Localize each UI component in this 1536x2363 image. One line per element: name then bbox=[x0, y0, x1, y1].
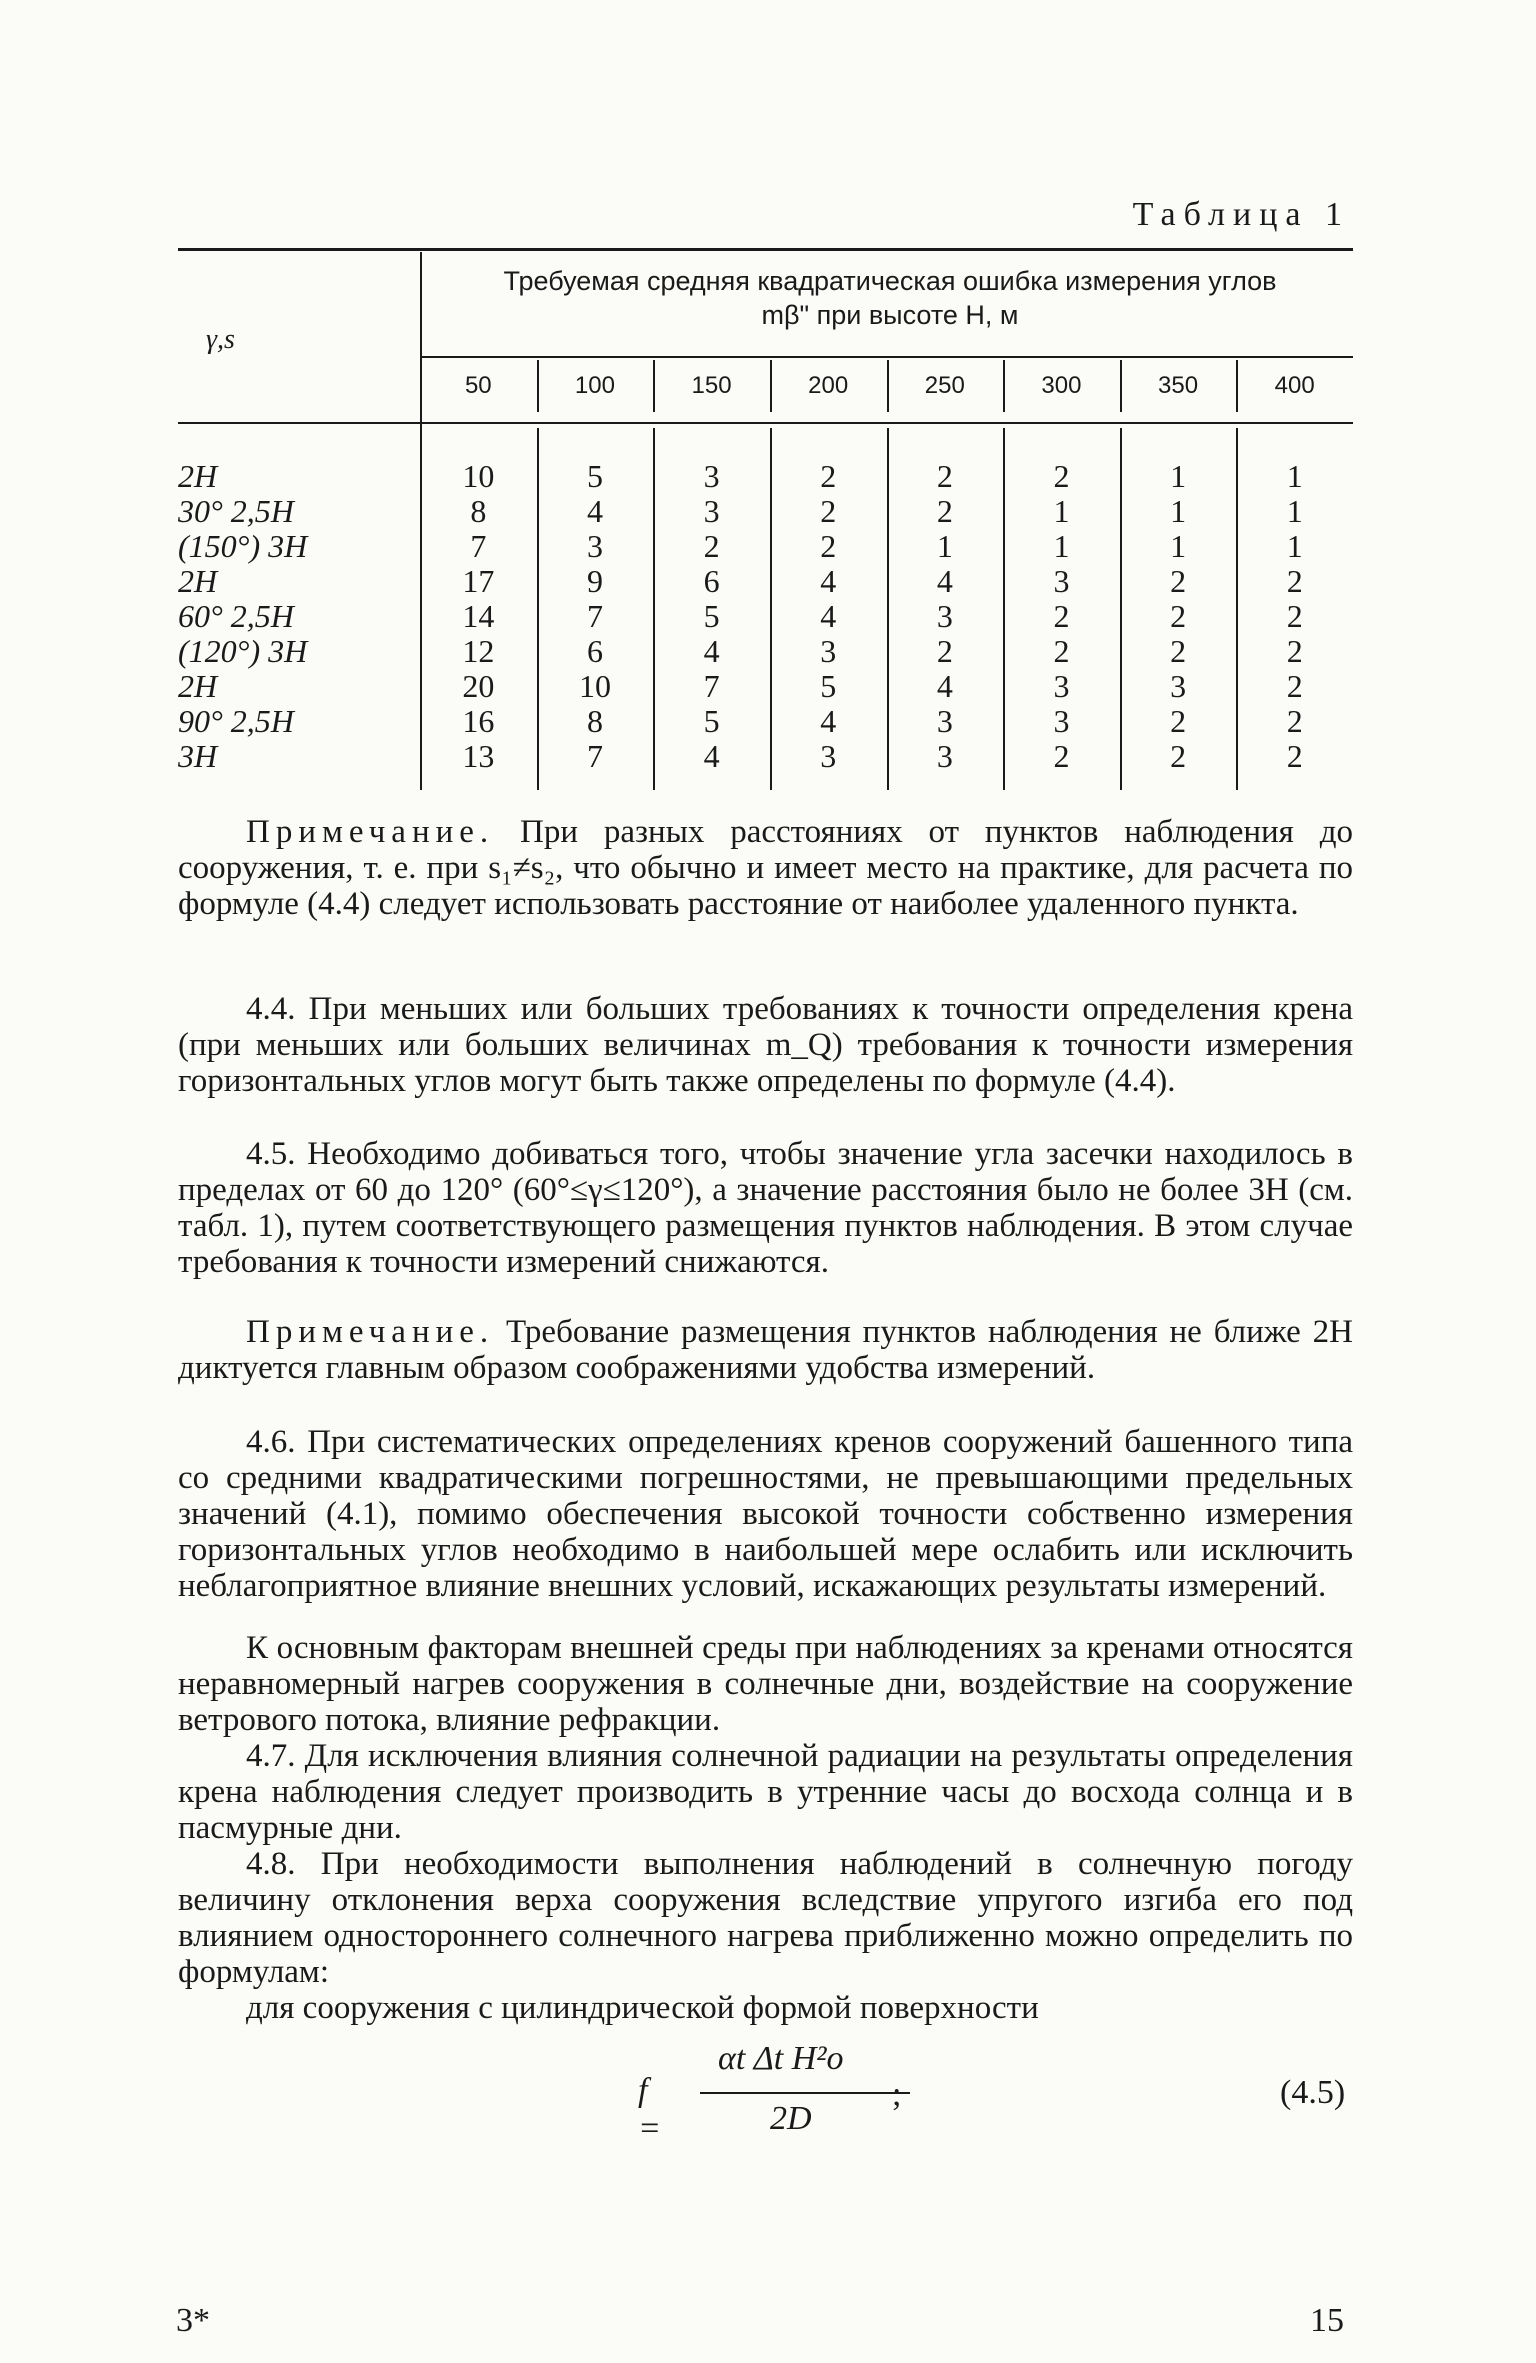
table-cell: 2 bbox=[1170, 563, 1187, 599]
table-cell: 5 bbox=[820, 668, 837, 704]
row-label: 3H bbox=[178, 738, 218, 774]
table-cell: 6 bbox=[586, 633, 603, 669]
table-cell: 3 bbox=[703, 458, 720, 494]
formula-numerator: αt Δt H²o bbox=[718, 2040, 844, 2077]
table-cell: 4 bbox=[936, 668, 953, 704]
note-2 bbox=[178, 1314, 1353, 1386]
table-cell: 2 bbox=[1170, 738, 1187, 774]
table-cell: 2 bbox=[1286, 598, 1303, 634]
row-label: 30° 2,5H bbox=[178, 493, 294, 529]
table-label: Таблица 1 bbox=[1132, 196, 1350, 233]
table-cell: 10 bbox=[462, 458, 495, 494]
table-cell: 4 bbox=[820, 598, 837, 634]
table-cell: 3 bbox=[703, 493, 720, 529]
table-cell: 7 bbox=[703, 668, 720, 704]
table-cell: 2 bbox=[1053, 458, 1070, 494]
paragraph-4-4 bbox=[178, 991, 1353, 1099]
table-cell: 4 bbox=[703, 633, 720, 669]
note-2-lead: Примечание. bbox=[246, 1314, 495, 1350]
table-cell: 2 bbox=[936, 493, 953, 529]
table-cell: 3 bbox=[936, 598, 953, 634]
column-header-250: 250 bbox=[924, 372, 965, 399]
paragraph-4-5-text: 4.5. Необходимо добиваться того, чтобы значение угла засечки находилось в пределах от 60 до 120° (60°≤γ≤120°), а значение расстояния было не более 3H (см. табл. 1), путем соответствующего размещения пунктов наблюдения. В этом случае требования к точности измерений снижаются. bbox=[178, 1136, 1353, 1280]
table-cell: 4 bbox=[820, 563, 837, 599]
paragraph-cylindrical-text: для сооружения с цилиндрической формой поверхности bbox=[246, 1990, 1039, 2026]
paragraph-cylindrical bbox=[178, 1990, 1353, 2026]
table-cell: 3 bbox=[820, 738, 837, 774]
table-cell: 1 bbox=[1170, 493, 1187, 529]
table-cell: 1 bbox=[1170, 458, 1187, 494]
table-cell: 2 bbox=[1170, 633, 1187, 669]
paragraph-4-8 bbox=[178, 1846, 1353, 1990]
note-1-lead: Примечание. bbox=[246, 814, 495, 850]
row-label: 2H bbox=[178, 563, 218, 599]
paragraph-external-factors bbox=[178, 1630, 1353, 1738]
column-header-100: 100 bbox=[574, 372, 615, 399]
table-header-bottom-rule bbox=[178, 422, 1353, 424]
table-cell: 5 bbox=[703, 598, 720, 634]
page-number: 15 bbox=[1310, 2302, 1344, 2339]
table-cell: 1 bbox=[1170, 528, 1187, 564]
table-cell: 2 bbox=[1286, 633, 1303, 669]
table-cell: 2 bbox=[703, 528, 720, 564]
table-cell: 2 bbox=[820, 528, 837, 564]
paragraph-4-6 bbox=[178, 1424, 1353, 1604]
table-cell: 5 bbox=[586, 458, 603, 494]
row-label: 60° 2,5H bbox=[178, 598, 294, 634]
table-cell: 3 bbox=[1053, 703, 1070, 739]
table-cell: 3 bbox=[1170, 668, 1187, 704]
table-cell: 8 bbox=[470, 493, 487, 529]
table-cell: 4 bbox=[936, 563, 953, 599]
table-cell: 2 bbox=[820, 458, 837, 494]
paragraph-external-factors-text: К основным факторам внешней среды при наблюдениях за кренами относятся неравномерный нагрев сооружения в солнечные дни, воздействие на сооружение ветрового потока, влияние рефракции. bbox=[178, 1630, 1353, 1738]
table-cell: 3 bbox=[1053, 668, 1070, 704]
table-cell: 2 bbox=[1053, 598, 1070, 634]
paragraph-4-7-text: 4.7. Для исключения влияния солнечной радиации на результаты определения крена наблюдения следует производить в утренние часы до восхода солнца и в пасмурные дни. bbox=[178, 1738, 1353, 1846]
table-cell: 20 bbox=[462, 668, 495, 704]
table-cell: 1 bbox=[1053, 493, 1070, 529]
column-header-50: 50 bbox=[464, 372, 492, 399]
signature-mark: 3* bbox=[176, 2302, 210, 2339]
table-cell: 1 bbox=[1286, 528, 1303, 564]
table-cell: 2 bbox=[1286, 563, 1303, 599]
table-cell: 2 bbox=[1170, 598, 1187, 634]
table-cell: 2 bbox=[1053, 633, 1070, 669]
note-1-text: При разных расстояниях от пунктов наблюдения до сооружения, т. е. при s₁≠s₂, что обычно и имеет место на практике, для расчета по формуле (4.4) следует использовать расстояние от наиболее удаленного пункта. bbox=[178, 814, 1353, 922]
table-cell: 14 bbox=[462, 598, 495, 634]
table-cell: 2 bbox=[1286, 668, 1303, 704]
paragraph-4-4-text: 4.4. При меньших или больших требованиях к точности определения крена (при меньших или больших величинах m_Q) требования к точности измерения горизонтальных углов могут быть также определены по формуле (4.4). bbox=[178, 991, 1353, 1099]
table-cell: 2 bbox=[936, 633, 953, 669]
table-cell: 1 bbox=[1286, 493, 1303, 529]
table-header-rule bbox=[420, 356, 1353, 358]
table-cell: 16 bbox=[462, 703, 495, 739]
table-cell: 8 bbox=[586, 703, 603, 739]
table-cell: 1 bbox=[1286, 458, 1303, 494]
row-label: (120°) 3H bbox=[178, 633, 308, 669]
paragraph-4-5 bbox=[178, 1136, 1353, 1280]
column-header-350: 350 bbox=[1158, 372, 1199, 399]
table-cell: 10 bbox=[578, 668, 611, 704]
column-header-divider bbox=[1236, 360, 1238, 412]
paragraph-4-6-text: 4.6. При систематических определениях кренов сооружений башенного типа со средними квадратическими погрешностями, не превышающими предельных значений (4.1), помимо обеспечения высокой точности собственно измерения горизонтальных углов необходимо в наибольшей мере ослабить или исключить неблагоприятное влияние внешних условий, искажающих результаты измерений. bbox=[178, 1424, 1353, 1604]
note-2-text: Требование размещения пунктов наблюдения не ближе 2H диктуется главным образом соображениями удобства измерений. bbox=[178, 1314, 1353, 1386]
table-cell: 2 bbox=[1286, 703, 1303, 739]
formula-number: (4.5) bbox=[1280, 2074, 1346, 2111]
table-cell: 17 bbox=[462, 563, 495, 599]
table-cell: 4 bbox=[703, 738, 720, 774]
table-cell: 2 bbox=[820, 493, 837, 529]
column-group-subheader: mβ" при высоте H, м bbox=[761, 300, 1019, 330]
row-label: 2H bbox=[178, 668, 218, 704]
column-header-150: 150 bbox=[691, 372, 732, 399]
table-cell: 3 bbox=[1053, 563, 1070, 599]
table-cell: 2 bbox=[1286, 738, 1303, 774]
column-header-divider bbox=[1120, 360, 1122, 412]
column-header-divider bbox=[1003, 360, 1005, 412]
table-cell: 1 bbox=[936, 528, 953, 564]
table-cell: 1 bbox=[1053, 528, 1070, 564]
table-cell: 7 bbox=[586, 738, 603, 774]
note-1 bbox=[178, 814, 1353, 922]
table-cell: 12 bbox=[462, 633, 495, 669]
column-group-header: Требуемая средняя квадратическая ошибка измерения углов bbox=[503, 266, 1277, 296]
row-label: 2H bbox=[178, 458, 218, 494]
column-header-divider bbox=[887, 360, 889, 412]
row-label: 90° 2,5H bbox=[178, 703, 294, 739]
fraction-bar bbox=[700, 2092, 910, 2094]
column-header-400: 400 bbox=[1274, 372, 1315, 399]
paragraph-4-7 bbox=[178, 1738, 1353, 1846]
paragraph-4-8-text: 4.8. При необходимости выполнения наблюдений в солнечную погоду величину отклонения верха сооружения вследствие упругого изгиба его под влиянием одностороннего солнечного нагрева приближенно можно определить по формулам: bbox=[178, 1846, 1353, 1990]
table-cell: 3 bbox=[820, 633, 837, 669]
table-cell: 3 bbox=[586, 528, 603, 564]
table-cell: 4 bbox=[586, 493, 603, 529]
table-cell: 6 bbox=[703, 563, 720, 599]
table-cell: 9 bbox=[586, 563, 603, 599]
table-cell: 7 bbox=[586, 598, 603, 634]
column-header-divider bbox=[653, 360, 655, 412]
table-cell: 2 bbox=[1170, 703, 1187, 739]
table-cell: 3 bbox=[936, 703, 953, 739]
table-cell: 4 bbox=[820, 703, 837, 739]
table-cell: 2 bbox=[936, 458, 953, 494]
column-header-divider bbox=[770, 360, 772, 412]
table-cell: 7 bbox=[470, 528, 487, 564]
table-cell: 2 bbox=[1053, 738, 1070, 774]
formula-denominator: 2D bbox=[770, 2100, 812, 2137]
column-header-200: 200 bbox=[808, 372, 849, 399]
row-label: (150°) 3H bbox=[178, 528, 308, 564]
column-header-300: 300 bbox=[1041, 372, 1082, 399]
column-header-divider bbox=[537, 360, 539, 412]
formula-lhs: f = bbox=[638, 2072, 661, 2147]
table-cell: 13 bbox=[462, 738, 495, 774]
table-top-rule bbox=[178, 248, 1353, 251]
stub-header: γ,s bbox=[206, 324, 235, 355]
table-cell: 5 bbox=[703, 703, 720, 739]
formula-terminator: ; bbox=[892, 2076, 902, 2113]
table-cell: 3 bbox=[936, 738, 953, 774]
